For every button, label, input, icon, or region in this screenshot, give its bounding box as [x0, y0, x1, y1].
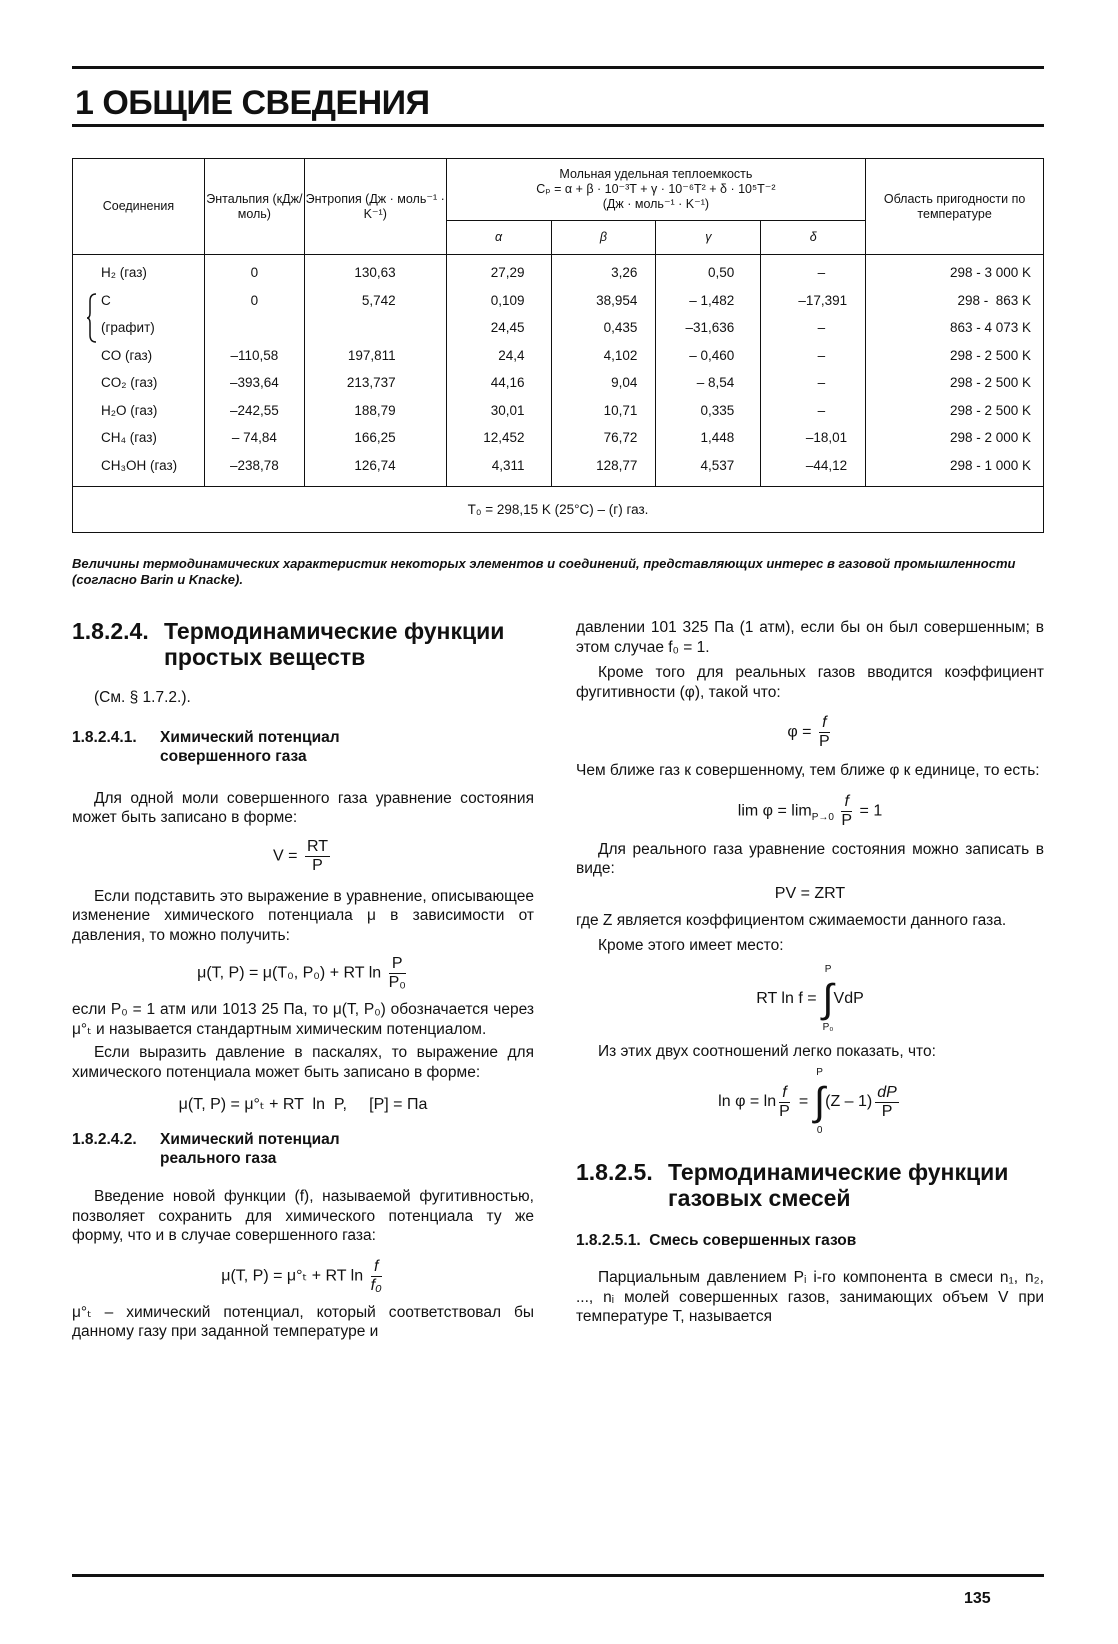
eq-denominator: f₀ [370, 1276, 382, 1294]
equation [576, 964, 1044, 1034]
gamma-value: – 0,460 [689, 347, 735, 363]
eq-numerator: f [779, 1084, 790, 1103]
eq-numerator: f [371, 1258, 382, 1277]
heat-capacity-line2: Cₚ = α + β · 10⁻³T + γ · 10⁻⁶T² + δ · 10⁵T⁻² [536, 182, 776, 196]
header-enthalpy: Энтальпия (кДж/моль) [204, 159, 304, 255]
eq-denominator: P₀ [388, 974, 406, 991]
alpha-value: 0,109 [490, 292, 525, 308]
header-range: Область пригодности по температуре [866, 159, 1044, 255]
paragraph: если P₀ = 1 атм или 1013 25 Па, то μ(T, P₀) обозначается через μ°ₜ и называется стандартным химическим потенциалом. [72, 1001, 534, 1038]
header-delta: δ [761, 221, 866, 255]
paragraph: Для реального газа уравнение состояния можно записать в виде: [576, 840, 1044, 877]
equation [72, 838, 534, 875]
enthalpy-value: –110,58 [230, 347, 279, 363]
equation: PV = ZRT [774, 884, 846, 902]
subsection-title: совершенного газа [160, 747, 307, 765]
eq-lhs: RT ln f = [756, 989, 817, 1007]
compound-name: C [101, 292, 111, 308]
compound-column [73, 255, 205, 487]
eq-denominator: P [779, 1102, 790, 1120]
equation [72, 1258, 534, 1295]
section-number: 1.8.2.5. [576, 1159, 653, 1185]
heat-capacity-line3: (Дж · моль⁻¹ · K⁻¹) [602, 197, 710, 211]
delta-value: –18,01 [805, 430, 848, 445]
delta-value: – [817, 265, 826, 280]
equation [576, 714, 1044, 751]
beta-value: 38,954 [596, 292, 638, 308]
alpha-value: 27,29 [490, 265, 525, 280]
chapter-title: 1 ОБЩИЕ СВЕДЕНИЯ [75, 84, 430, 122]
equation [576, 1067, 1044, 1137]
paragraph: Из этих двух соотношений легко показать, что: [598, 1042, 936, 1060]
eq-numerator: P [389, 955, 406, 974]
beta-value: 0,435 [603, 320, 638, 335]
alpha-value: 30,01 [490, 402, 525, 418]
entropy-value: 188,79 [354, 402, 396, 418]
table-footer: T₀ = 298,15 K (25°C) – (г) газ. [73, 487, 1044, 533]
section-number: 1.8.2.4. [72, 618, 149, 644]
enthalpy-value: –242,55 [229, 402, 279, 418]
beta-value: 10,71 [603, 402, 638, 418]
range-value: 298 - 863 K [957, 292, 1031, 308]
range-value: 863 - 4 073 K [949, 320, 1031, 335]
eq-lhs: μ(T, P) = μ(T₀, P₀) + RT ln [197, 964, 382, 982]
right-column [576, 618, 1044, 1327]
brace-icon [87, 293, 97, 343]
enthalpy-value: – 74,84 [231, 430, 277, 445]
compound-name: CH₄ (газ) [101, 430, 157, 445]
gamma-value: – 8,54 [696, 375, 735, 390]
equation [72, 955, 534, 992]
delta-value: – [817, 375, 826, 390]
subsection-heading: 1.8.2.5.1. Смесь совершенных газов [576, 1232, 857, 1249]
header-entropy: Энтропия (Дж · моль⁻¹ · K⁻¹) [304, 159, 446, 255]
integral-upper: P [816, 1067, 823, 1078]
subsection-title: реального газа [160, 1150, 277, 1167]
enthalpy-value: 0 [250, 265, 259, 280]
gamma-value: 0,50 [708, 265, 735, 280]
eq-numerator: f [819, 714, 830, 733]
section-title: Термодинамические функции [668, 1159, 1009, 1185]
range-value: 298 - 2 000 K [949, 430, 1031, 445]
entropy-value: 126,74 [354, 457, 396, 473]
enthalpy-value: –393,64 [229, 375, 279, 390]
enthalpy-value: 0 [250, 292, 259, 308]
subsection-title: Химический потенциал [160, 728, 340, 746]
alpha-value: 44,16 [490, 375, 525, 390]
delta-value: –17,391 [798, 292, 848, 308]
compound-name: H₂O (газ) [101, 402, 158, 418]
beta-value: 9,04 [611, 375, 638, 390]
eq-denominator: P [818, 733, 830, 750]
eq-lhs: μ(T, P) = μ°ₜ + RT ln [221, 1267, 364, 1285]
paragraph: Кроме того для реальных газов вводится коэффициент фугитивности (φ), такой что: [576, 664, 1044, 701]
gamma-column [656, 255, 761, 487]
subsection-number: 1.8.2.4.1. [72, 728, 137, 746]
delta-column [761, 255, 866, 487]
eq-lhs: lim φ = lim [737, 802, 812, 820]
paragraph: Введение новой функции (f), называемой фугитивностью, позволяет сохранить для химического потенциала ту же форму, что и в случае совершенного газа: [72, 1188, 534, 1244]
range-value: 298 - 3 000 K [949, 265, 1031, 280]
bottom-rule [72, 1574, 1044, 1577]
beta-value: 3,26 [611, 265, 638, 280]
table-caption: Величины термодинамических характеристик некоторых элементов и соединений, представляющих интерес в газовой промышленности (согласно Barin и Knacke). [72, 556, 1016, 587]
alpha-column [446, 255, 551, 487]
equation [576, 793, 1044, 830]
eq-body: (Z – 1) [825, 1093, 873, 1110]
left-column [72, 618, 534, 1342]
gamma-value: 1,448 [700, 430, 735, 445]
beta-value: 76,72 [603, 430, 638, 445]
enthalpy-value: –238,78 [229, 457, 279, 473]
paragraph: μ°ₜ – химический потенциал, который соответствовал бы данному газу при заданной температуре и [72, 1303, 534, 1340]
paragraph: давлении 101 325 Па (1 атм), если бы он был совершенным; в этом случае f₀ = 1. [576, 619, 1044, 656]
paragraph: Кроме этого имеет место: [598, 937, 784, 954]
delta-value: – [817, 402, 826, 418]
paragraph: Чем ближе газ к совершенному, тем ближе φ к единице, то есть: [576, 762, 1040, 779]
section-heading [576, 1159, 1044, 1211]
subsection-number: 1.8.2.4.2. [72, 1131, 137, 1148]
integral-lower: P₀ [822, 1021, 834, 1033]
eq-body: VdP [833, 989, 864, 1007]
beta-value: 128,77 [596, 457, 638, 473]
eq-lhs: φ = [787, 723, 812, 741]
compound-name: CO (газ) [101, 347, 153, 363]
eq-lhs: V = [273, 847, 298, 865]
eq-denominator: P [312, 856, 323, 874]
heat-capacity-line1: Мольная удельная теплоемкость [559, 167, 753, 181]
delta-value: – [817, 347, 826, 363]
paragraph: Для одной моли совершенного газа уравнение состояния может быть записано в форме: [72, 789, 534, 826]
gamma-value: –31,636 [685, 320, 735, 335]
eq-numerator: dP [877, 1083, 897, 1101]
alpha-value: 24,45 [490, 320, 525, 335]
enthalpy-column [204, 255, 304, 487]
eq-equals: = [798, 1093, 809, 1110]
gamma-value: – 1,482 [689, 292, 735, 308]
compound-name: (графит) [101, 320, 155, 335]
compound-name: CO₂ (газ) [101, 375, 158, 390]
title-rule [72, 124, 1044, 127]
header-beta: β [551, 221, 656, 255]
alpha-value: 24,4 [498, 347, 525, 363]
section-title: Термодинамические функции [164, 618, 505, 644]
integral-icon: ∫ [822, 976, 834, 1021]
paragraph: Парциальным давлением Pᵢ i-го компонента в смеси n₁, n₂, ..., nᵢ молей совершенных газов, занимающих объем V при температуре T, называется [576, 1269, 1044, 1325]
section-heading [72, 618, 534, 670]
compound-name: H₂ (газ) [101, 265, 147, 280]
section-title: простых веществ [164, 644, 366, 670]
range-value: 298 - 2 500 K [949, 347, 1031, 363]
subsection-heading [72, 728, 534, 765]
entropy-value: 5,742 [361, 292, 396, 308]
header-gamma: γ [656, 221, 761, 255]
eq-numerator: f [841, 793, 852, 812]
eq-lhs: ln φ = ln [718, 1093, 777, 1110]
section-title: газовых смесей [668, 1185, 851, 1211]
top-rule [72, 66, 1044, 69]
gamma-value: 4,537 [700, 457, 735, 473]
range-value: 298 - 2 500 K [949, 375, 1031, 390]
range-column [866, 255, 1044, 487]
header-alpha: α [446, 221, 551, 255]
gamma-value: 0,335 [700, 402, 735, 418]
entropy-value: 130,63 [354, 265, 396, 280]
entropy-value: 197,811 [347, 347, 396, 363]
range-value: 298 - 2 500 K [949, 402, 1031, 418]
eq-rhs: = 1 [859, 802, 883, 820]
beta-value: 4,102 [603, 347, 638, 363]
integral-upper: P [824, 963, 832, 975]
equation: μ(T, P) = μ°ₜ + RT ln P, [P] = Па [178, 1096, 428, 1113]
entropy-value: 213,737 [346, 375, 396, 390]
eq-denominator: P [881, 1102, 893, 1120]
paragraph: где Z является коэффициентом сжимаемости данного газа. [576, 911, 1007, 929]
eq-denominator: P [841, 811, 853, 829]
range-value: 298 - 1 000 K [949, 457, 1031, 473]
beta-column [551, 255, 656, 487]
integral-lower: 0 [816, 1125, 823, 1136]
alpha-value: 4,311 [491, 457, 525, 473]
header-heat-capacity [446, 159, 866, 221]
subsection-title: Химический потенциал [160, 1131, 340, 1148]
paragraph: Если подставить это выражение в уравнение, описывающее изменение химического потенциала μ в зависимости от давления, то можно получить: [72, 887, 534, 944]
page-number: 135 [964, 1590, 991, 1607]
delta-value: – [817, 320, 826, 335]
integral-icon: ∫ [814, 1080, 826, 1124]
header-compound: Соединения [73, 159, 205, 255]
paragraph: Если выразить давление в паскалях, то выражение для химического потенциала может быть записано в форме: [72, 1044, 534, 1081]
eq-numerator: RT [306, 837, 328, 855]
alpha-value: 12,452 [483, 430, 525, 445]
subsection-heading [72, 1130, 534, 1167]
see-reference: (См. § 1.7.2.). [94, 689, 191, 706]
entropy-value: 166,25 [354, 430, 396, 445]
thermo-table [72, 158, 1044, 533]
compound-name: CH₃OH (газ) [101, 457, 178, 473]
delta-value: –44,12 [805, 457, 848, 473]
eq-limit-sub: P→0 [811, 811, 834, 823]
entropy-column [304, 255, 446, 487]
